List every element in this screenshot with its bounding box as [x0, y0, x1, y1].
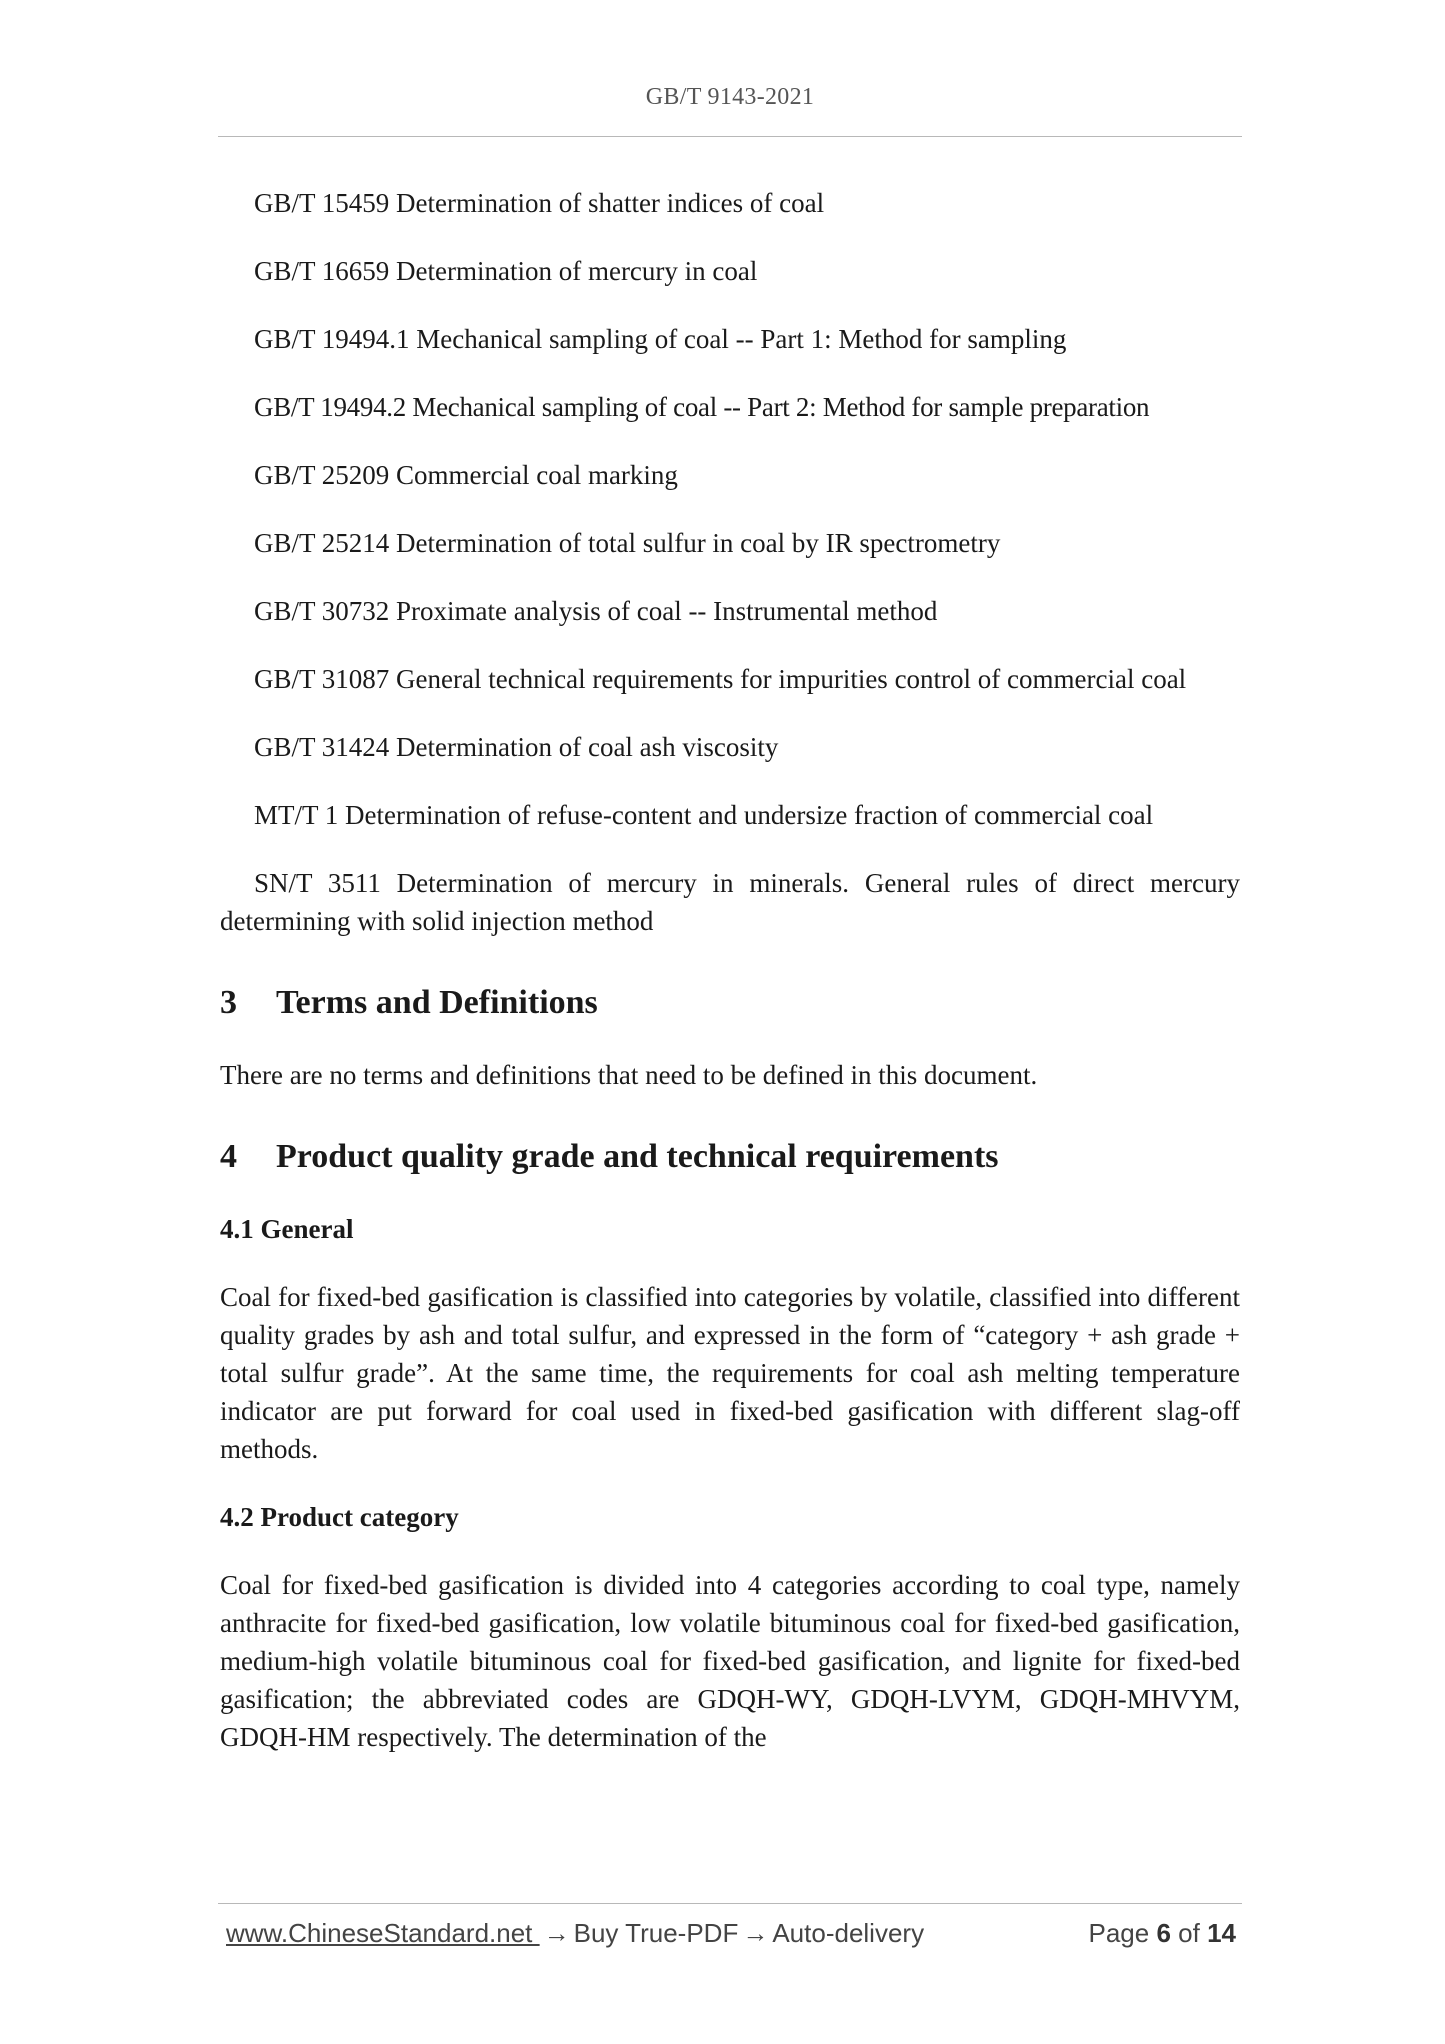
page-of-label: of [1178, 1918, 1200, 1948]
section-3-number: 3 [220, 984, 237, 1021]
reference-item: GB/T 25209 Commercial coal marking [254, 460, 678, 490]
website-link[interactable]: www.ChineseStandard.net [226, 1918, 540, 1948]
section-3-text: There are no terms and definitions that need to be defined in this document. [220, 1060, 1038, 1090]
header-divider [218, 136, 1242, 137]
section-4-title: Product quality grade and technical requirements [276, 1138, 999, 1175]
reference-item: GB/T 16659 Determination of mercury in coal [254, 256, 758, 286]
reference-item: GB/T 19494.1 Mechanical sampling of coal -- Part 1: Method for sampling [254, 324, 1067, 354]
page-label: Page [1088, 1918, 1150, 1948]
reference-item: MT/T 1 Determination of refuse-content and undersize fraction of commercial coal [254, 800, 1154, 830]
section-3-heading [220, 980, 1240, 1026]
reference-item: GB/T 15459 Determination of shatter indices of coal [254, 188, 825, 218]
reference-item: GB/T 30732 Proximate analysis of coal -- Instrumental method [254, 596, 938, 626]
buy-pdf-text: Buy True-PDF [573, 1918, 739, 1948]
total-pages-number: 14 [1207, 1918, 1236, 1948]
page-footer [226, 1918, 1236, 1949]
subsection-4-1-heading: 4.1 General [220, 1214, 354, 1244]
auto-delivery-text: Auto-delivery [772, 1918, 925, 1948]
reference-item: GB/T 19494.2 Mechanical sampling of coal -- Part 2: Method for sample preparation [254, 392, 1150, 422]
normative-references-list [220, 184, 1240, 940]
reference-item: GB/T 31424 Determination of coal ash viscosity [254, 732, 779, 762]
page-counter [1088, 1918, 1236, 1949]
footer-divider [218, 1903, 1242, 1904]
subsection-4-2-text: Coal for fixed-bed gasification is divided into 4 categories according to coal type, namely anthracite for fixed-bed gasification, low volatile bituminous coal for fixed-bed gasification, medium-high volatile bituminous coal for fixed-bed gasification, and lignite for fixed-bed gasification; the abbreviated codes are GDQH-WY, GDQH-LVYM, GDQH-MHVYM, GDQH-HM respectively. The determination of the [220, 1570, 1240, 1752]
arrow-right-icon: → [543, 1918, 570, 1948]
subsection-4-1-text: Coal for fixed-bed gasification is classified into categories by volatile, classified into different quality grades by ash and total sulfur, and expressed in the form of “category + ash grade + total sulfur grade”. At the same time, the requirements for coal ash melting temperature indicator are put forward for coal used in fixed-bed gasification with different slag-off methods. [220, 1282, 1240, 1464]
page-content [220, 184, 1240, 1786]
section-3-title: Terms and Definitions [276, 984, 598, 1021]
reference-item: GB/T 25214 Determination of total sulfur in coal by IR spectrometry [254, 528, 1001, 558]
page-header: GB/T 9143-2021 [645, 84, 815, 110]
footer-promo [226, 1918, 924, 1949]
section-4-heading [220, 1134, 1240, 1180]
arrow-right-icon: → [742, 1918, 769, 1948]
current-page-number: 6 [1156, 1918, 1171, 1948]
reference-item: SN/T 3511 Determination of mercury in minerals. General rules of direct mercury determining with solid injection method [220, 868, 1240, 936]
reference-item: GB/T 31087 General technical requirements for impurities control of commercial coal [254, 664, 1187, 694]
subsection-4-2-heading: 4.2 Product category [220, 1502, 459, 1532]
section-4-number: 4 [220, 1138, 237, 1175]
